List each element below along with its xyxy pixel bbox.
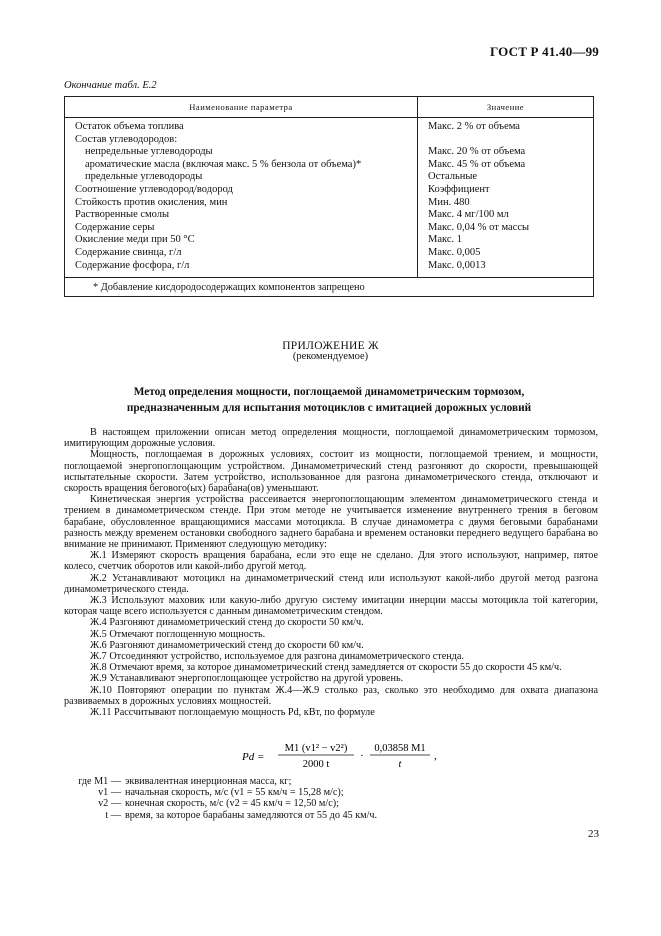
parameter-name: Содержание свинца, г/л xyxy=(75,246,182,258)
appendix-title: ПРИЛОЖЕНИЕ Ж xyxy=(282,340,379,352)
definition-text: конечная скорость, м/с (v2 = 45 км/ч = 12,50 м/с); xyxy=(125,798,339,810)
parameter-name: Окисление меди при 50 °С xyxy=(75,234,195,246)
parameter-name: Растворенные смолы xyxy=(75,209,170,221)
definition-row xyxy=(64,810,377,821)
definition-text: эквивалентная инерционная масса, кг; xyxy=(125,776,292,787)
parameter-name: Содержание фосфора, г/л xyxy=(75,259,190,271)
column-header-parameter: Наименование параметра xyxy=(65,97,418,118)
parameter-name: Стойкость против окисления, мин xyxy=(75,196,228,208)
body-paragraph: В настоящем приложении описан метод определения мощности, поглощаемой динамометрическим тормозом, имитирующим дорожные условия. xyxy=(64,427,598,450)
method-title-line-2: предназначенным для испытания мотоциклов с имитацией дорожных условий xyxy=(126,402,532,414)
formula-denominator-1: 2000 t xyxy=(302,759,330,770)
definition-text: начальная скорость, м/с (v1 = 55 км/ч = 15,28 м/с); xyxy=(125,787,344,799)
definition-symbol: где M1 — xyxy=(78,776,121,787)
parameter-value: Макс. 20 % от объема xyxy=(428,146,526,158)
table-header-row xyxy=(65,97,594,118)
parameter-value: Макс. 0,04 % от массы xyxy=(428,221,530,233)
method-title-line-1: Метод определения мощности, поглощаемой динамометрическим тормозом, xyxy=(133,386,525,398)
table-continuation-label: Окончание табл. Е.2 xyxy=(64,80,157,91)
definition-row xyxy=(64,776,377,787)
formula-lhs: Pd = xyxy=(242,751,265,763)
parameter-value: Остальные xyxy=(428,171,478,183)
parameter-value: Макс. 0,0013 xyxy=(428,259,486,271)
body-paragraph: Ж.5 Отмечают поглощенную мощность. xyxy=(90,628,266,640)
parameter-name: предельные углеводороды xyxy=(85,171,203,183)
parameter-name: Состав углеводородов: xyxy=(75,133,178,145)
body-paragraph: Ж.1 Измеряют скорость вращения барабана, если это еще не сделано. Для этого используют, например, пятое колесо, счетчик оборотов или какой-либо другой метод. xyxy=(64,550,598,573)
formula-denominator-2: t xyxy=(398,759,402,770)
parameter-value: Макс. 4 мг/100 мл xyxy=(428,209,509,221)
value-column xyxy=(418,118,594,278)
body-paragraph: Ж.7 Отсоединяют устройство, используемое для разгона динамометрического стенда. xyxy=(90,651,464,663)
parameter-value: Макс. 45 % от объема xyxy=(428,158,526,170)
parameter-name: ароматические масла (включая макс. 5 % бензола от объема)* xyxy=(85,158,362,170)
formula-svg xyxy=(242,740,442,774)
document-header: ГОСТ Р 41.40—99 xyxy=(490,44,599,59)
body-paragraph: Кинетическая энергия устройства рассеивается энергопоглощающим элементом динамометрического стенда и трением в динамометрическом стенде. При этом методе не учитывается изменение внутреннего трения в беговом барабане, обусловленное вращающимися массами мотоцикла. В случае динамометра с двумя беговыми барабанами разность между временем остановки свободного заднего барабана и временем остановки переднего ведущего барабана во внимание не принимают. Применяют следующую методику: xyxy=(64,494,598,551)
parameter-name: непредельные углеводороды xyxy=(85,146,213,158)
formula-dot: · xyxy=(360,750,364,762)
body-paragraph: Ж.3 Используют маховик или какую-либо другую систему имитации инерции массы мотоцикла той категории, которая чаще всего используется с данным динамометрическим стендом. xyxy=(64,595,598,618)
body-paragraph: Ж.2 Устанавливают мотоцикл на динамометрический стенд или используют какой-либо другой метод разгона динамометрического стенда. xyxy=(64,572,598,595)
body-paragraph: Ж.11 Рассчитывают поглощаемую мощность Pd, кВт, по формуле xyxy=(90,707,375,719)
formula-numerator-1: M1 (v1² − v2²) xyxy=(284,743,348,754)
power-formula xyxy=(242,740,442,770)
method-title xyxy=(64,384,594,416)
parameter-name: Остаток объема топлива xyxy=(75,121,184,132)
formula-definitions xyxy=(64,776,377,821)
formula-numerator-2: 0,03858 M1 xyxy=(374,743,426,754)
table-body-row xyxy=(65,118,594,278)
parameter-value: Мин. 480 xyxy=(428,196,470,208)
definition-symbol: v2 — xyxy=(98,798,121,810)
parameter-value: Макс. 1 xyxy=(428,234,462,246)
table-footnote: * Добавление кисдородосодержащих компонентов запрещено xyxy=(65,278,594,297)
parameter-column xyxy=(65,118,418,278)
table-footnote-row xyxy=(65,278,594,297)
body-paragraph: Мощность, поглощаемая в дорожных условиях, состоит из мощности, поглощаемой трением, и мощности, поглощаемой энергопоглощающим устройством. Динамометрический стенд разгоняют до скорости, превышающей испытательные скорости. Затем устройство, использованное для разгона динамометрического стенда, отключают и скорость вращения бегового(ых) барабана(ов) уменьшают. xyxy=(64,449,598,495)
method-body-text xyxy=(64,427,598,718)
body-paragraph: Ж.10 Повторяют операции по пунктам Ж.4—Ж.9 столько раз, сколько это необходимо для охвата диапазона развиваемых в дорожных условиях мощностей. xyxy=(64,684,598,707)
body-paragraph: Ж.9 Устанавливают энергопоглощающее устройство на другой уровень. xyxy=(90,673,404,685)
column-header-value: Значение xyxy=(418,97,594,118)
definition-row xyxy=(64,798,377,809)
parameter-value: Коэффициент xyxy=(428,183,490,195)
body-paragraph: Ж.8 Отмечают время, за которое динамометрический стенд замедляется от скорости 55 до скорости 45 км/ч. xyxy=(90,662,562,674)
definition-symbol: v1 — xyxy=(98,787,121,799)
parameters-table xyxy=(64,96,594,297)
parameter-value xyxy=(428,134,593,147)
definition-row xyxy=(64,787,377,798)
page-number: 23 xyxy=(588,828,599,840)
formula-end: , xyxy=(434,750,437,762)
body-paragraph: Ж.6 Разгоняют динамометрический стенд до скорости 60 км/ч. xyxy=(90,639,364,651)
parameter-name: Соотношение углеводород/водород xyxy=(75,183,233,195)
parameter-name: Содержание серы xyxy=(75,221,155,233)
definition-text: время, за которое барабаны замедляются от 55 до 45 км/ч. xyxy=(125,809,378,821)
parameter-value: Макс. 2 % от объема xyxy=(428,121,520,132)
parameter-value: Макс. 0,005 xyxy=(428,246,481,258)
definition-symbol: t — xyxy=(105,809,121,821)
body-paragraph: Ж.4 Разгоняют динамометрический стенд до скорости 50 км/ч. xyxy=(90,617,364,629)
appendix-subtitle: (рекомендуемое) xyxy=(292,351,369,362)
